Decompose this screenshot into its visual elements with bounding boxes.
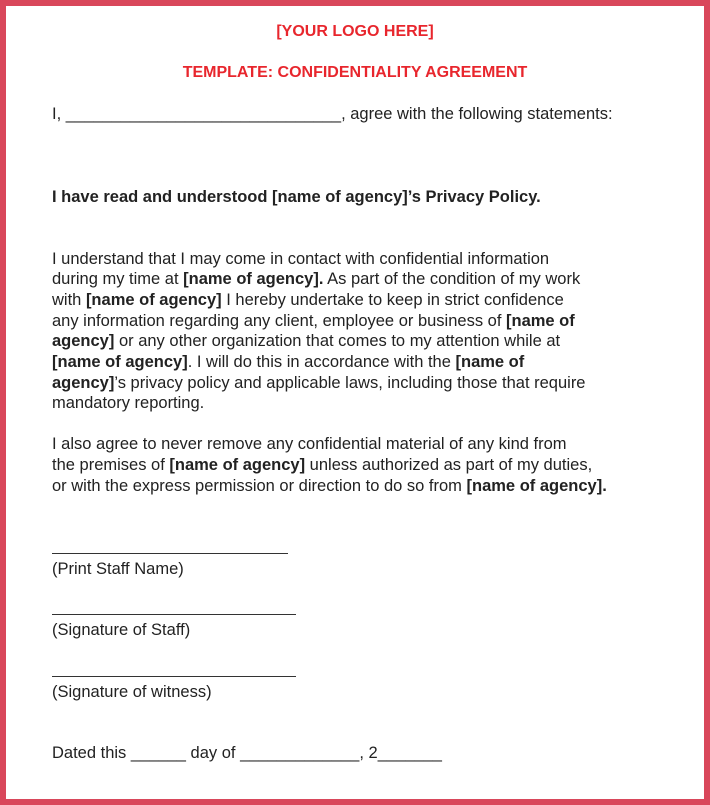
text: day of <box>185 744 241 762</box>
para1-line6 <box>52 352 524 372</box>
text: any information regarding any client, employee or business of <box>52 312 506 330</box>
privacy-policy-statement: I have read and understood [name of agency]’s Privacy Policy. <box>52 188 541 206</box>
text: I hereby undertake to keep in strict confidence <box>221 291 564 309</box>
text: with <box>52 291 86 309</box>
text: or any other organization that comes to my attention while at <box>114 332 561 350</box>
para1-line1: I understand that I may come in contact with confidential information <box>52 250 550 268</box>
agency-placeholder: [name of agency]. <box>183 270 324 288</box>
text: unless authorized as part of my duties, <box>305 456 593 474</box>
para1-line2 <box>52 269 580 289</box>
intro-prefix: I, <box>52 105 66 123</box>
agency-placeholder: agency] <box>52 374 115 392</box>
para1-line3 <box>52 290 564 310</box>
text: . I will do this in accordance with the <box>187 353 456 371</box>
witness-signature-line <box>52 676 296 677</box>
day-blank: ______ <box>130 744 186 762</box>
dated-line <box>52 743 442 763</box>
agency-placeholder: [name of agency] <box>169 456 306 474</box>
year-blank: _______ <box>377 744 442 762</box>
text: during my time at <box>52 270 184 288</box>
para1-line5 <box>52 331 560 351</box>
para2-line1: I also agree to never remove any confidential material of any kind from <box>52 435 567 453</box>
print-staff-name-label: (Print Staff Name) <box>52 560 184 578</box>
para1-line7 <box>52 373 586 393</box>
agency-placeholder: [name of agency]. <box>466 477 607 495</box>
witness-signature-label: (Signature of witness) <box>52 683 212 701</box>
agency-placeholder: [name of agency] <box>85 291 222 309</box>
text: or with the express permission or direction to do so from <box>52 477 467 495</box>
staff-signature-label: (Signature of Staff) <box>52 621 191 639</box>
text: the premises of <box>52 456 170 474</box>
agency-placeholder: [name of <box>455 353 525 371</box>
para2-line3 <box>52 476 607 496</box>
intro-suffix: , agree with the following statements: <box>341 105 613 123</box>
agency-placeholder: [name of <box>506 312 575 330</box>
text: As part of the condition of my work <box>323 270 581 288</box>
text: Dated this <box>52 744 131 762</box>
agency-placeholder: [name of agency] <box>52 353 188 371</box>
document-title: TEMPLATE: CONFIDENTIALITY AGREEMENT <box>182 64 528 81</box>
text: , 2 <box>359 744 378 762</box>
month-blank: _____________ <box>240 744 360 762</box>
para1-line8: mandatory reporting. <box>52 394 205 412</box>
print-name-line <box>52 553 288 554</box>
staff-signature-line <box>52 614 296 615</box>
para2-line2 <box>52 455 592 475</box>
intro-statement <box>52 104 613 124</box>
name-blank: ______________________________ <box>65 105 342 123</box>
logo-placeholder: [YOUR LOGO HERE] <box>276 23 434 40</box>
agency-placeholder: agency] <box>52 332 115 350</box>
text: ’s privacy policy and applicable laws, including those that require <box>114 374 586 392</box>
para1-line4 <box>52 311 575 331</box>
